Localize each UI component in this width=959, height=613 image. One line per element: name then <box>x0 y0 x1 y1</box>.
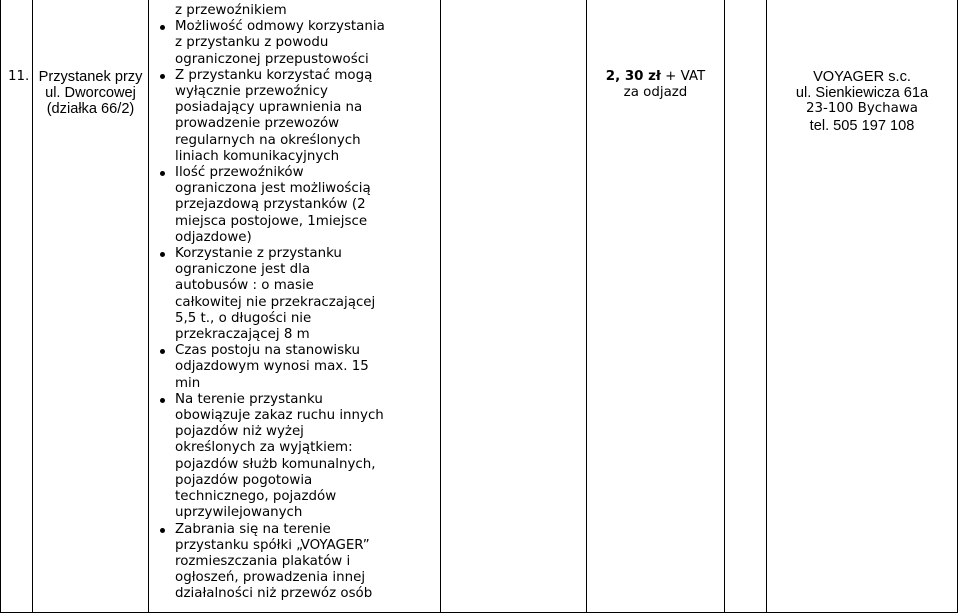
rule-line: 5,5 t., o długości nie <box>175 310 312 326</box>
rule-item <box>149 19 440 68</box>
price-text <box>587 0 724 101</box>
rule-line: określonych za wyjątkiem: <box>175 440 353 456</box>
rule-line: odjazdowym wynosi max. 15 <box>175 359 369 375</box>
rule-line: działalności niż przewóz osób <box>175 586 373 602</box>
row-number-cell <box>1 0 33 613</box>
rules-cell <box>149 0 441 613</box>
price-vat: + VAT <box>660 69 706 84</box>
rule-line: min <box>175 375 201 391</box>
contact-postal: 23-100 Bychawa <box>805 101 918 117</box>
rule-line: uprzywilejowanych <box>175 505 303 521</box>
rule-line: ogłoszeń, prowadzenia innej <box>175 570 366 586</box>
rule-line: ograniczona jest możliwością <box>175 181 371 197</box>
rule-line: pojazdów służb komunalnych, <box>175 456 376 472</box>
rule-item <box>149 343 440 392</box>
bullet-icon <box>160 528 165 533</box>
rule-line: technicznego, pojazdów <box>175 489 337 505</box>
rule-line: autobusów : o masie <box>175 278 314 294</box>
rule-item <box>149 3 440 19</box>
rule-line: rozmieszczania plakatów i <box>175 553 351 569</box>
contact-phone: tel. 505 197 108 <box>809 117 915 134</box>
rule-item <box>149 68 440 165</box>
bullet-icon <box>160 398 165 403</box>
bullet-icon <box>160 171 165 176</box>
rule-line: Korzystanie z przystanku <box>175 246 342 262</box>
rule-line: przystanku spółki „VOYAGER” <box>175 537 370 553</box>
contact-cell <box>767 0 958 613</box>
price-amount: 2, 30 zł <box>605 69 661 84</box>
rule-line: ograniczone jest dla <box>175 262 311 278</box>
rule-line: miejsca postojowe, 1miejsce <box>175 213 368 229</box>
rule-line: Na terenie przystanku <box>175 391 323 407</box>
contact-company: VOYAGER s.c. <box>813 69 911 85</box>
rule-line: z przystanku z powodu <box>175 35 329 51</box>
rule-item <box>149 246 440 343</box>
rule-line: ograniczonej przepustowości <box>175 51 369 67</box>
location-line: Przystanek przy <box>38 69 143 85</box>
rule-line: wyłącznie przewoźnicy <box>175 84 328 100</box>
rule-item <box>149 522 440 603</box>
rule-line: całkowitej nie przekraczającej <box>175 294 376 310</box>
price-unit: za odjazd <box>623 85 688 101</box>
rule-line: liniach komunikacyjnych <box>175 148 340 164</box>
rule-line: obowiązuje zakaz ruchu innych <box>175 408 384 424</box>
contact-text <box>767 0 957 134</box>
contact-street: ul. Sienkiewicza 61a <box>795 85 929 102</box>
location-line: ul. Dworcowej <box>45 85 136 102</box>
rule-line: odjazdowe) <box>175 229 252 245</box>
rule-line: Zabrania się na terenie <box>175 521 331 537</box>
empty-cell <box>725 0 767 613</box>
price-cell <box>587 0 725 613</box>
empty-cell <box>441 0 587 613</box>
rule-line: Możliwość odmowy korzystania <box>175 19 385 35</box>
rule-line: Ilość przewoźników <box>175 165 304 181</box>
price-line <box>587 69 724 85</box>
location-text <box>33 0 148 118</box>
rule-line: Czas postoju na stanowisku <box>175 343 360 359</box>
rule-line: posiadający uprawnienia na <box>175 100 363 116</box>
rules-list <box>149 0 440 603</box>
rule-line: przejazdową przystanków (2 <box>175 197 366 213</box>
row-number: 11. <box>8 69 30 84</box>
rule-line: z przewoźnikiem <box>175 3 287 18</box>
table-row <box>1 0 958 613</box>
rule-line: pojazdów niż wyżej <box>175 424 304 440</box>
rule-item <box>149 392 440 522</box>
bullet-icon <box>160 74 165 79</box>
rule-line: Z przystanku korzystać mogą <box>175 67 373 83</box>
rule-line: przekraczającej 8 m <box>175 327 310 343</box>
location-cell <box>33 0 149 613</box>
location-line: (działka 66/2) <box>46 101 135 118</box>
rule-line: regularnych na określonych <box>175 132 361 148</box>
rule-item <box>149 165 440 246</box>
rule-line: pojazdów pogotowia <box>175 472 313 488</box>
rule-line: prowadzenie przewozów <box>175 116 340 132</box>
